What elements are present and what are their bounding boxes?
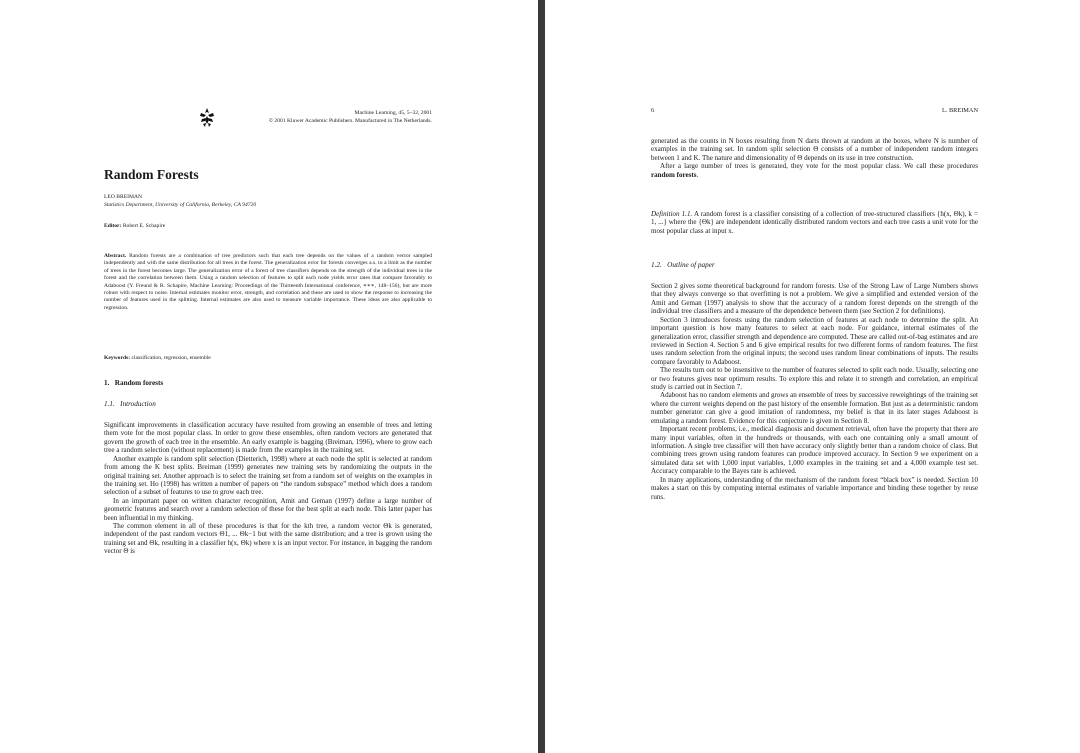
outline-body xyxy=(651,282,978,501)
editor-label: Editor: xyxy=(104,223,122,229)
abstract-label: Abstract. xyxy=(104,253,127,259)
paragraph: Important recent problems, i.e., medical diagnosis and document retrieval, often have the property that there are many input variables, often in the hundreds or thousands, with each one containing only a small amount of information. A single tree classifier will then have accuracy only slightly better than a random choice of class. But combining trees grown using random features can produce improved accuracy. In Section 9 we experiment on a simulated data set with 1,000 input variables, 1,000 examples in the training set and a 4,000 example test set. Accuracy comparable to the Bayes rate is achieved. xyxy=(651,425,978,476)
paragraph: The common element in all of these procedures is that for the kth tree, a random vector Θk is generated, independent of the past random vectors Θ1, ... Θk−1 but with the same distribution; and a tree is grown using the training set and Θk, resulting in a classifier h(x, Θk) where x is an input vector. For instance, in bagging the random vector Θ is xyxy=(104,522,432,556)
author-name: LEO BREIMAN xyxy=(104,194,143,200)
running-head: L. BREIMAN xyxy=(941,107,978,114)
paragraph: The results turn out to be insensitive to the number of features selected to split each node. Usually, selecting one or two features gives near optimum results. To explore this and relate it to strength and correlation, an empirical study is carried out in Section 7. xyxy=(651,366,978,392)
abstract-text: Random forests are a combination of tree predictors such that each tree depends on the values of a random vector sampled independently and with the same distribution for all trees in the forest. The generalization error for forests converges a.s. to a limit as the number of trees in the forest becomes large. The generalization error of a forest of tree classifiers depends on the strength of the individual trees in the forest and the correlation between them. Using a random selection of features to split each node yields error rates that compare favorably to Adaboost (Y. Freund & R. Schapire, Machine Learning: Proceedings of the Thirteenth International conference, ∗∗∗, 148–156), but are more robust with respect to noise. Internal estimates monitor error, strength, and correlation and these are used to show the response to increasing the number of features used in the splitting. Internal estimates are also used to measure variable importance. These ideas are also applicable to regression. xyxy=(104,253,433,311)
subsection-1-1-heading: 1.1. Introduction xyxy=(104,400,156,408)
definition-label: Definition 1.1. xyxy=(651,210,693,218)
author-affiliation: Statistics Department, University of California, Berkeley, CA 94720 xyxy=(104,202,257,208)
section-1-heading: 1. Random forests xyxy=(104,379,164,387)
paragraph: Significant improvements in classification accuracy have resulted from growing an ensemble of trees and letting them vote for the most popular class. In order to grow these ensembles, often random vectors are generated that govern the growth of each tree in the ensemble. An early example is bagging (Breiman, 1996), where to grow each tree a random selection (without replacement) is made from the examples in the training set. xyxy=(104,421,432,455)
copyright-line: © 2001 Kluwer Academic Publishers. Manufactured in The Netherlands. xyxy=(268,118,432,124)
definition-block xyxy=(651,210,978,235)
paragraph: In an important paper on written character recognition, Amit and Geman (1997) define a large number of geometric features and search over a random selection of these for the best split at each node. This latter paper has been influential in my thinking. xyxy=(104,496,432,522)
paragraph: In many applications, understanding of the mechanism of the random forest “black box” is needed. Section 10 makes a start on this by computing internal estimates of variable importance and binding these together by reuse runs. xyxy=(651,475,978,501)
right-page xyxy=(545,0,1080,753)
editor-name: Robert E. Schapire xyxy=(122,223,166,229)
introduction-body xyxy=(104,421,432,556)
paragraph: Section 3 introduces forests using the random selection of features at each node to determine the split. An important question is how many features to select at each node. For guidance, internal estimates of the generalization error, classifier strength and dependence are computed. These are called out-of-bag estimates and are reviewed in Section 4. Section 5 and 6 give empirical results for two different forms of random features. The first uses random selection from the original inputs; the second uses random linear combinations of inputs. The results compare favorably to Adaboost. xyxy=(651,315,978,366)
journal-line: Machine Learning, 45, 5–32, 2001 xyxy=(354,110,432,116)
keywords-line xyxy=(104,355,211,362)
paragraph: generated as the counts in N boxes resulting from N darts thrown at random at the boxes, where N is number of examples in the training set. In random split selection Θ consists of a number of independent random integers between 1 and K. The nature and dimensionality of Θ depends on its use in tree construction. xyxy=(651,137,978,162)
subsection-1-2-heading: 1.2. Outline of paper xyxy=(651,261,715,269)
page-number: 6 xyxy=(651,107,655,114)
paragraph: Adaboost has no random elements and grows an ensemble of trees by successive reweightings of the training set where the current weights depend on the past history of the ensemble formation. But just as a deterministic random number generator can give a good imitation of randomness, my belief is that in its later stages Adaboost is emulating a random forest. Evidence for this conjecture is given in Section 8. xyxy=(651,391,978,425)
left-page xyxy=(0,0,538,753)
definition-text: A random forest is a classifier consisting of a collection of tree-structured classifiers {h(x, Θk), k = 1, ...} where the {Θk} are independent identically distributed random vectors and each tree casts a unit vote for the most popular class at input x. xyxy=(651,210,978,235)
paragraph: After a large number of trees is generated, they vote for the most popular class. We call these procedures random forests. xyxy=(651,162,978,179)
editor-line xyxy=(104,223,165,230)
page-title: Random Forests xyxy=(104,167,199,182)
continued-text xyxy=(651,137,978,179)
page-divider xyxy=(538,0,545,753)
paragraph: Section 2 gives some theoretical background for random forests. Use of the Strong Law of Large Numbers shows that they always converge so that overfitting is not a problem. We give a simplified and extended version of the Amit and Geman (1997) analysis to show that the accuracy of a random forest depends on the strength of the individual tree classifiers and a measure of the dependence between them (see Section 2 for definitions). xyxy=(651,282,978,316)
abstract xyxy=(104,253,432,312)
keywords-text: classification, regression, ensemble xyxy=(131,355,211,361)
keywords-label: Keywords: xyxy=(104,355,131,361)
paragraph: Another example is random split selection (Dietterich, 1998) where at each node the split is selected at random from among the K best splits. Breiman (1999) generates new training sets by randomizing the outputs in the original training set. Another approach is to select the training set from a random set of weights on the examples in the training set. Ho (1998) has written a number of papers on “the random subspace” method which does a random selection of a subset of features to use to grow each tree. xyxy=(104,454,432,497)
random-forests-term: random forests xyxy=(651,170,697,179)
